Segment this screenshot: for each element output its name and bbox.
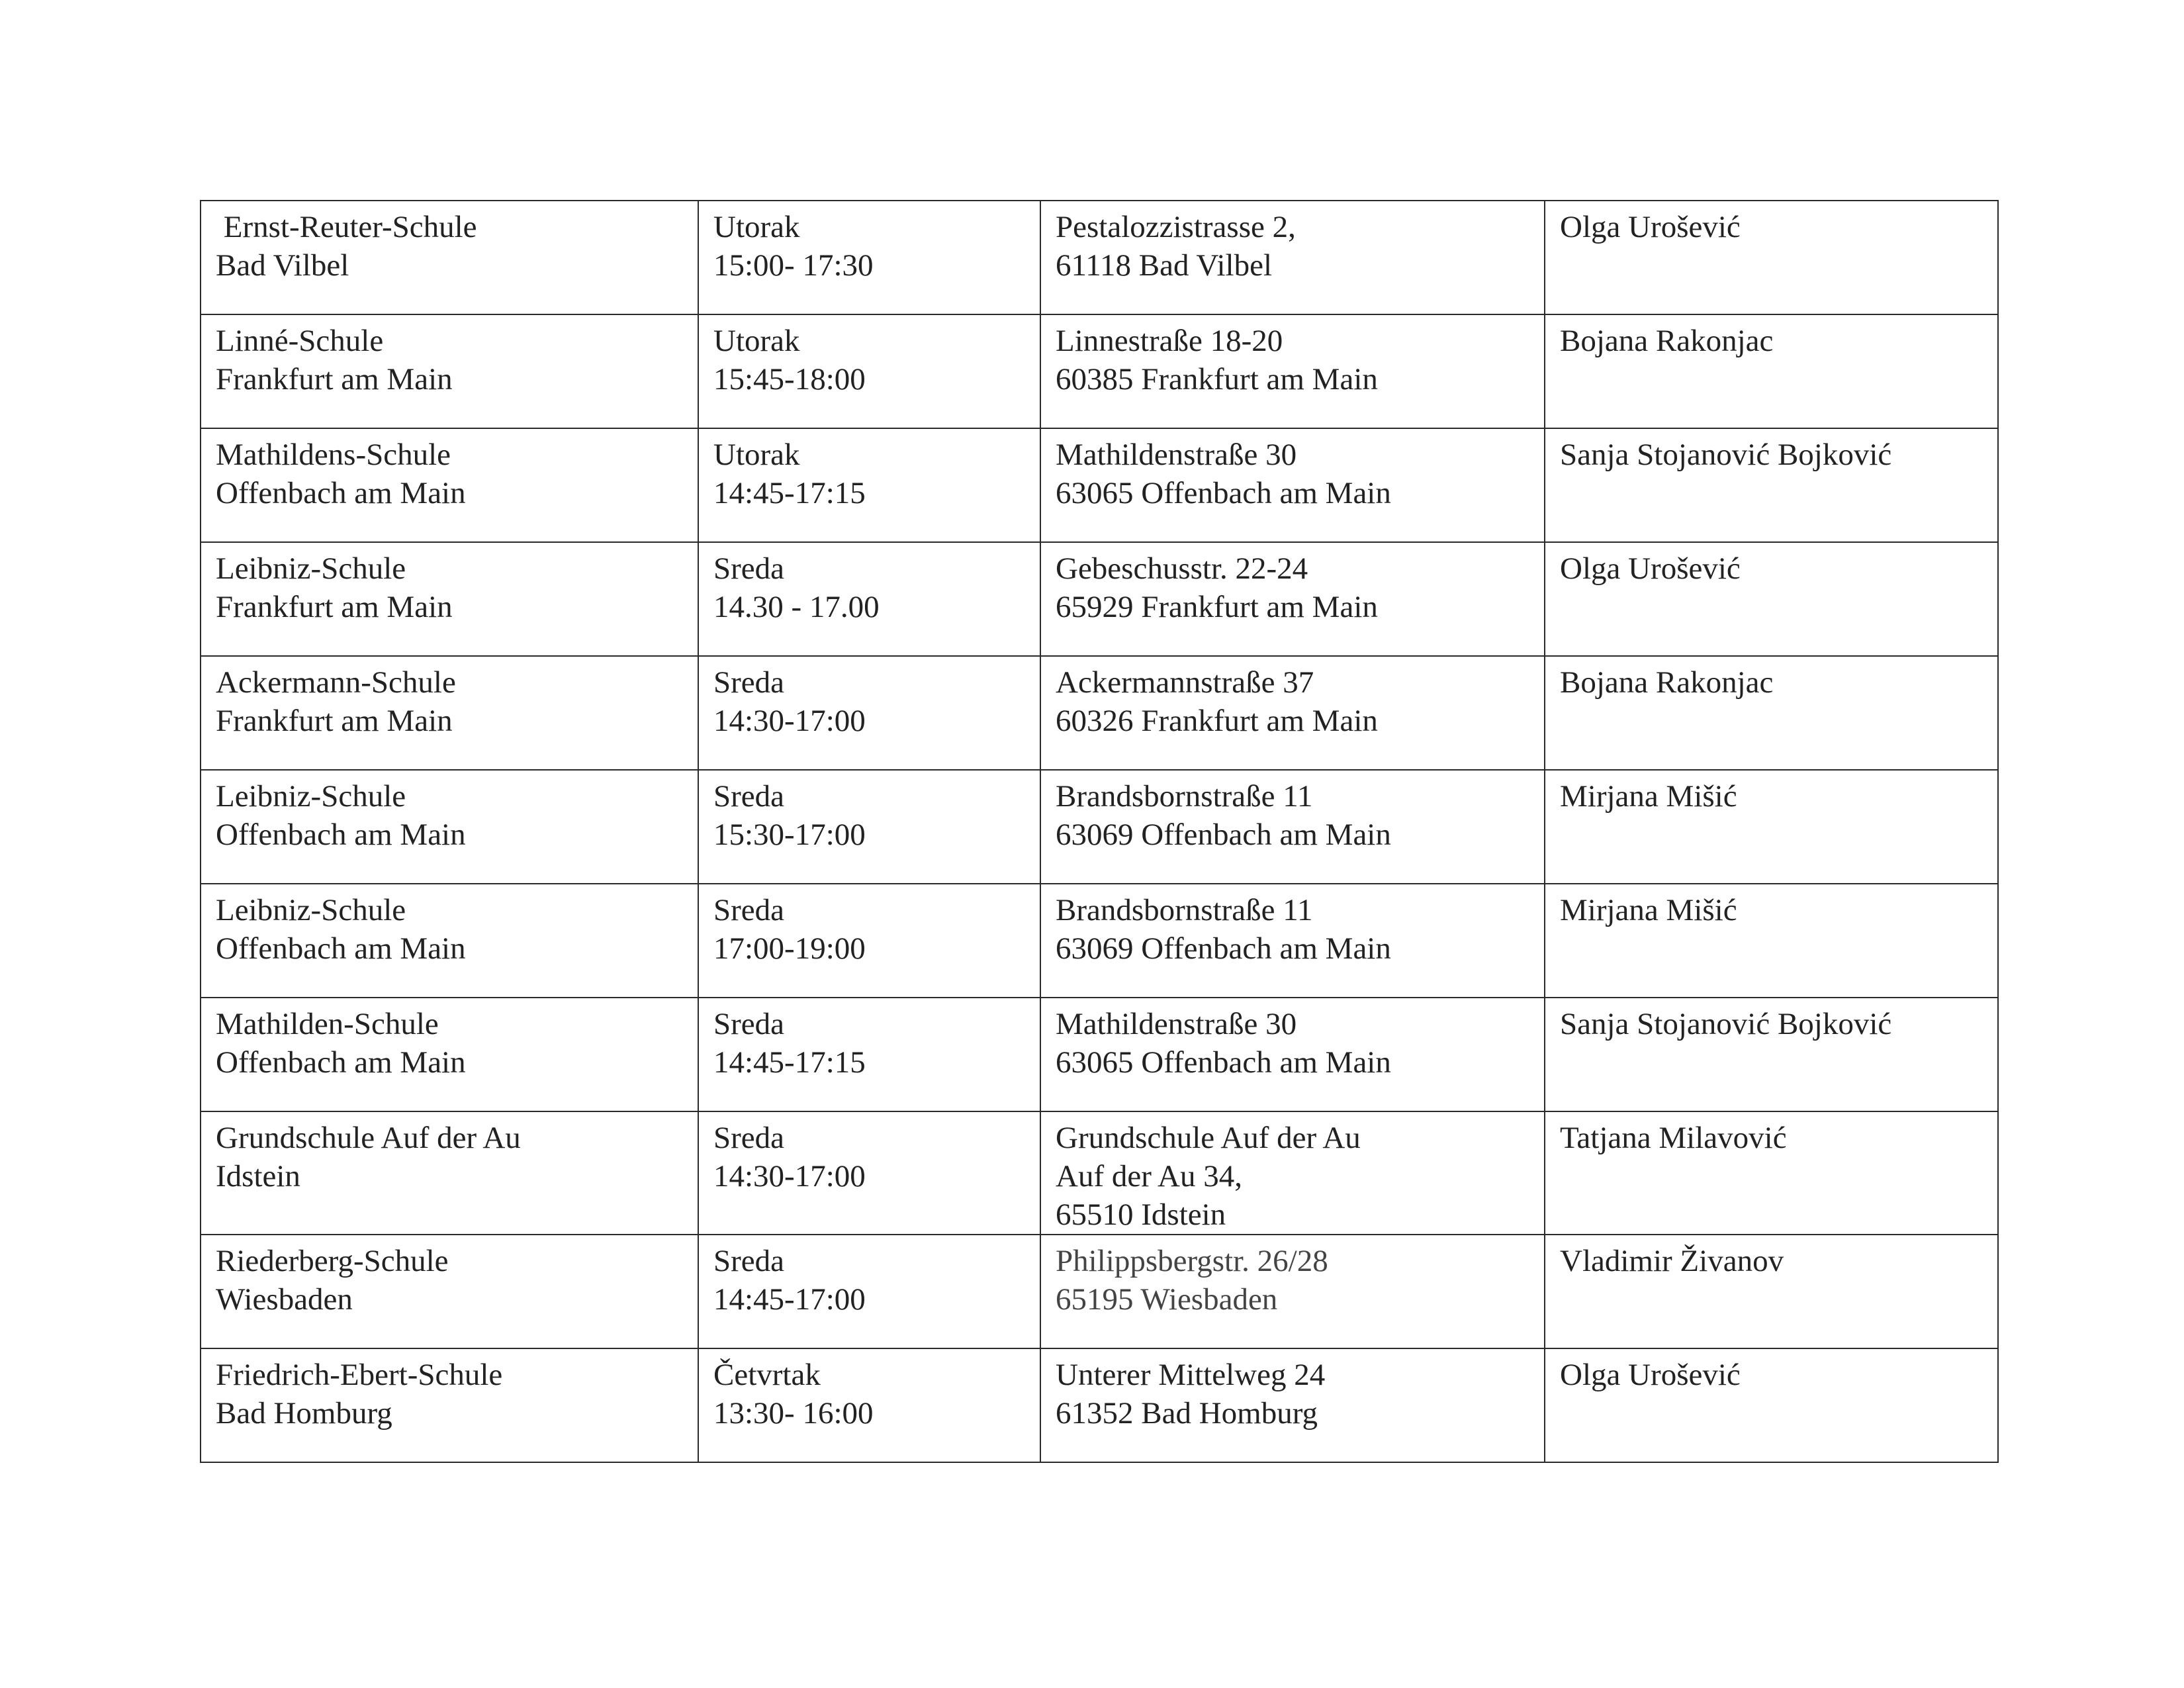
time-range: 14:45-17:15 [713, 1045, 866, 1080]
time-cell [698, 656, 1040, 770]
address-line: 61118 Bad Vilbel [1056, 248, 1273, 283]
time-range: 15:45-18:00 [713, 362, 866, 397]
table-row [201, 1235, 1998, 1348]
address-line: Grundschule Auf der Au [1056, 1121, 1361, 1155]
teacher-name: Olga Urošević [1560, 551, 1741, 586]
school-name: Leibniz-Schule [216, 551, 406, 586]
address-line: Gebeschusstr. 22-24 [1056, 551, 1308, 586]
teacher-name: Vladimir Živanov [1560, 1244, 1784, 1278]
school-name: Ackermann-Schule [216, 665, 456, 700]
address-line: 61352 Bad Homburg [1056, 1396, 1318, 1430]
school-cell [201, 1348, 698, 1462]
school-name: Leibniz-Schule [216, 779, 406, 814]
table-row [201, 314, 1998, 428]
day-label: Sreda [713, 893, 785, 927]
time-cell [698, 314, 1040, 428]
address-line: Mathildenstraße 30 [1056, 438, 1297, 472]
teacher-cell [1545, 1111, 1998, 1235]
time-cell [698, 1348, 1040, 1462]
time-range: 17:00-19:00 [713, 931, 866, 966]
teacher-cell [1545, 770, 1998, 884]
teacher-name: Olga Urošević [1560, 1358, 1741, 1392]
teacher-cell [1545, 201, 1998, 314]
address-line: Brandsbornstraße 11 [1056, 779, 1313, 814]
school-name: Linné-Schule [216, 324, 384, 358]
address-line: Pestalozzistrasse 2, [1056, 210, 1296, 244]
table-row [201, 1348, 1998, 1462]
teacher-cell [1545, 656, 1998, 770]
table-row [201, 428, 1998, 542]
table-row [201, 998, 1998, 1111]
address-line: 65510 Idstein [1056, 1197, 1226, 1232]
school-cell [201, 1235, 698, 1348]
address-cell [1040, 1348, 1545, 1462]
time-range: 13:30- 16:00 [713, 1396, 874, 1430]
school-city: Frankfurt am Main [216, 590, 453, 624]
teacher-name: Sanja Stojanović Bojković [1560, 1007, 1892, 1041]
address-cell [1040, 770, 1545, 884]
day-label: Sreda [713, 779, 785, 814]
table-row [201, 770, 1998, 884]
time-range: 15:00- 17:30 [713, 248, 874, 283]
address-line: Auf der Au 34, [1056, 1159, 1242, 1194]
address-line: Ackermannstraße 37 [1056, 665, 1314, 700]
teacher-cell [1545, 884, 1998, 998]
day-label: Sreda [713, 1007, 785, 1041]
teacher-cell [1545, 1235, 1998, 1348]
school-name: Mathilden-Schule [216, 1007, 439, 1041]
address-line: 63065 Offenbach am Main [1056, 476, 1391, 510]
time-cell [698, 1111, 1040, 1235]
time-cell [698, 770, 1040, 884]
teacher-cell [1545, 542, 1998, 656]
teacher-name: Mirjana Mišić [1560, 779, 1737, 814]
school-cell [201, 656, 698, 770]
school-city: Frankfurt am Main [216, 362, 453, 397]
time-range: 14.30 - 17.00 [713, 590, 880, 624]
teacher-name: Mirjana Mišić [1560, 893, 1737, 927]
day-label: Sreda [713, 551, 785, 586]
time-range: 15:30-17:00 [713, 818, 866, 852]
school-cell [201, 770, 698, 884]
school-name: Mathildens-Schule [216, 438, 451, 472]
address-line: 63069 Offenbach am Main [1056, 931, 1391, 966]
school-city: Frankfurt am Main [216, 704, 453, 738]
day-label: Utorak [713, 438, 800, 472]
school-city: Wiesbaden [216, 1282, 353, 1317]
day-label: Utorak [713, 210, 800, 244]
school-cell [201, 998, 698, 1111]
school-city: Idstein [216, 1159, 300, 1194]
school-city: Offenbach am Main [216, 931, 466, 966]
school-cell [201, 428, 698, 542]
address-line: 65195 Wiesbaden [1056, 1282, 1278, 1317]
school-city: Bad Vilbel [216, 248, 349, 283]
time-cell [698, 428, 1040, 542]
school-name: Friedrich-Ebert-Schule [216, 1358, 503, 1392]
address-line: Philippsbergstr. 26/28 [1056, 1244, 1328, 1278]
school-name: Riederberg-Schule [216, 1244, 449, 1278]
teacher-name: Bojana Rakonjac [1560, 324, 1774, 358]
school-cell [201, 884, 698, 998]
table-row [201, 542, 1998, 656]
address-cell [1040, 1111, 1545, 1235]
day-label: Sreda [713, 1121, 785, 1155]
table-row [201, 884, 1998, 998]
address-line: 65929 Frankfurt am Main [1056, 590, 1378, 624]
teacher-name: Olga Urošević [1560, 210, 1741, 244]
school-city: Bad Homburg [216, 1396, 392, 1430]
school-name: Leibniz-Schule [216, 893, 406, 927]
address-cell [1040, 428, 1545, 542]
address-cell [1040, 201, 1545, 314]
school-city: Offenbach am Main [216, 818, 466, 852]
school-name: Grundschule Auf der Au [216, 1121, 521, 1155]
day-label: Utorak [713, 324, 800, 358]
school-city: Offenbach am Main [216, 1045, 466, 1080]
time-range: 14:30-17:00 [713, 704, 866, 738]
time-range: 14:30-17:00 [713, 1159, 866, 1194]
day-label: Četvrtak [713, 1358, 821, 1392]
address-line: 60326 Frankfurt am Main [1056, 704, 1378, 738]
time-cell [698, 201, 1040, 314]
time-cell [698, 998, 1040, 1111]
time-cell [698, 1235, 1040, 1348]
table-row [201, 201, 1998, 314]
teacher-cell [1545, 1348, 1998, 1462]
school-name: Ernst-Reuter-Schule [216, 210, 477, 244]
address-line: Brandsbornstraße 11 [1056, 893, 1313, 927]
teacher-cell [1545, 428, 1998, 542]
schedule-table [200, 200, 1999, 1463]
school-cell [201, 201, 698, 314]
school-cell [201, 542, 698, 656]
teacher-cell [1545, 314, 1998, 428]
time-cell [698, 542, 1040, 656]
teacher-name: Bojana Rakonjac [1560, 665, 1774, 700]
address-cell [1040, 1235, 1545, 1348]
address-cell [1040, 884, 1545, 998]
teacher-name: Sanja Stojanović Bojković [1560, 438, 1892, 472]
day-label: Sreda [713, 1244, 785, 1278]
school-city: Offenbach am Main [216, 476, 466, 510]
time-cell [698, 884, 1040, 998]
table-row [201, 1111, 1998, 1235]
address-line: Mathildenstraße 30 [1056, 1007, 1297, 1041]
address-line: 60385 Frankfurt am Main [1056, 362, 1378, 397]
address-cell [1040, 656, 1545, 770]
address-cell [1040, 998, 1545, 1111]
time-range: 14:45-17:15 [713, 476, 866, 510]
address-line: Linnestraße 18-20 [1056, 324, 1283, 358]
address-line: 63065 Offenbach am Main [1056, 1045, 1391, 1080]
teacher-cell [1545, 998, 1998, 1111]
time-range: 14:45-17:00 [713, 1282, 866, 1317]
school-cell [201, 314, 698, 428]
day-label: Sreda [713, 665, 785, 700]
address-cell [1040, 314, 1545, 428]
address-line: Unterer Mittelweg 24 [1056, 1358, 1326, 1392]
teacher-name: Tatjana Milavović [1560, 1121, 1787, 1155]
address-line: 63069 Offenbach am Main [1056, 818, 1391, 852]
address-cell [1040, 542, 1545, 656]
school-cell [201, 1111, 698, 1235]
table-row [201, 656, 1998, 770]
